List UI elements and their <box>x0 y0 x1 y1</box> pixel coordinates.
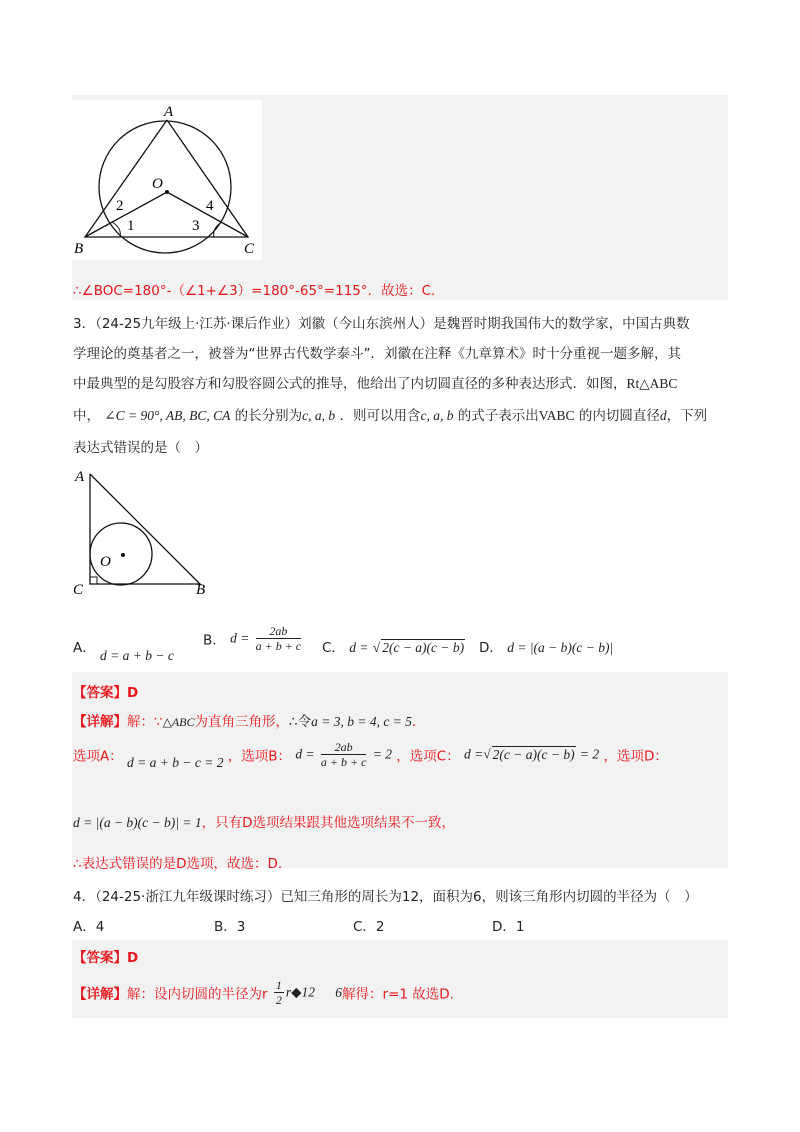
q3-line4 <box>73 404 707 424</box>
q3-option-a[interactable] <box>73 636 174 663</box>
q3-optB-rhs: = 2 <box>372 746 392 762</box>
q3-option-d-expr: d = |(a − b)(c − b)| <box>507 640 614 655</box>
circle-triangle-figure <box>72 100 262 260</box>
q3-option-b-num: 2ab <box>256 624 302 639</box>
q4-detail-b: r◆12 <box>285 984 315 1000</box>
q3-option-c[interactable] <box>322 636 465 656</box>
q3-conclusion: ∴表达式错误的是D选项，故选：D. <box>73 856 283 872</box>
q3-l4-d: c, a, b <box>302 408 336 423</box>
q3-option-c-lhs: d = <box>349 640 369 655</box>
q3-detail-1f: . <box>411 714 417 730</box>
prev-conclusion: ∴∠BOC=180°-（∠1+∠3）=180°-65°=115°．故选：C. <box>73 283 436 299</box>
q3-line3-math: Rt△ABC <box>626 376 678 391</box>
q3-optC-lhs: d = <box>464 746 484 762</box>
q3-l4-e: ．则可以用含 <box>339 408 421 424</box>
q3-detail-1a: 解：∵ <box>127 714 163 730</box>
q3-option-b[interactable] <box>203 624 303 653</box>
q4-detail-num: 1 <box>275 978 282 992</box>
q3-option-b-frac <box>256 624 302 653</box>
q3-line1: 3．（24-25九年级上·江苏·课后作业）刘徽（今山东滨州人）是魏晋时期我国伟大的数学家，中国古典数 <box>73 316 690 332</box>
q3-optC-rhs: = 2 <box>579 746 600 762</box>
q4-option-b[interactable]: B．3 <box>214 919 246 935</box>
q4-option-a[interactable]: A．4 <box>73 919 105 935</box>
q3-optD-label: ，选项D： <box>603 748 668 765</box>
q3-l4-f: c, a, b <box>420 408 454 423</box>
label-A: A <box>75 469 85 485</box>
q3-optA-expr: d = a + b − c = 2 <box>127 754 224 770</box>
q3-answer: 【答案】D <box>73 685 139 701</box>
q3-optC-rad: 2(c − a)(c − b) <box>492 747 575 762</box>
label-B: B <box>74 241 84 257</box>
label-C: C <box>73 582 84 598</box>
q4-option-c[interactable]: C．2 <box>353 919 385 935</box>
q3-option-b-den: a + b + c <box>255 639 302 653</box>
q3-optB-label: ，选项B： <box>227 748 292 765</box>
q3-detail-3 <box>73 811 455 831</box>
q3-l4-j: d <box>659 408 667 423</box>
q3-line5: 表达式错误的是（ ） <box>73 440 208 456</box>
label-C: C <box>244 241 255 257</box>
q3-option-c-label: C． <box>322 640 345 656</box>
q4-answer: 【答案】D <box>73 950 139 966</box>
q3-detail-1c: ∴ <box>289 714 298 730</box>
angle-label-1: 1 <box>127 218 135 234</box>
q4-detail <box>73 978 454 1007</box>
q3-option-d-label: D． <box>479 640 503 656</box>
angle-label-3: 3 <box>192 218 200 234</box>
q3-l4-h: VABC <box>538 408 575 423</box>
label-B: B <box>196 582 206 598</box>
q3-detail-1m: △ABC <box>162 715 195 729</box>
q4-detail-c: 6 <box>335 984 343 1000</box>
q3-detail-1d: 令 <box>297 714 312 730</box>
q3-detail-label: 【详解】 <box>73 714 127 730</box>
q3-line3-text: 中最典型的是勾股容方和勾股容圆公式的推导，他给出了内切圆直径的多种表达形式．如图， <box>73 376 627 392</box>
q3-option-b-lhs: d = <box>230 630 250 646</box>
sqrt-symbol: √ <box>372 640 381 655</box>
q3-option-d[interactable] <box>479 636 613 656</box>
sqrt-symbol: √ <box>483 746 491 762</box>
q4-option-d[interactable]: D．1 <box>492 919 525 935</box>
q3-detail-1e: a = 3, b = 4, c = 5 <box>311 714 412 729</box>
q3-detail-1 <box>73 710 416 730</box>
q4-detail-a: 解：设内切圆的半径为r <box>127 986 268 1003</box>
q3-l4-i: 的内切圆直径 <box>578 408 660 424</box>
q3-line2: 学理论的奠基者之一，被誉为“世界古代数学泰斗”．刘徽在注释《九章算术》时十分重视一题多解，其 <box>73 346 681 362</box>
q3-detail-2 <box>73 740 668 769</box>
label-A: A <box>164 104 174 120</box>
q3-optD-note: ，只有D选项结果跟其他选项结果不一致， <box>201 815 455 831</box>
q3-option-b-label: B． <box>203 632 226 649</box>
q4-stem: 4．（24-25·浙江九年级课时练习）已知三角形的周长为12，面积为6，则该三角形内切圆的半径为（ ） <box>73 889 698 905</box>
q3-option-a-expr: d = a + b − c <box>100 648 174 663</box>
q3-optB-num: 2ab <box>321 740 367 755</box>
q3-detail-1b: 为直角三角形， <box>194 714 289 730</box>
q3-l4-a: 中， <box>73 408 100 424</box>
angle-label-4: 4 <box>206 198 214 214</box>
q3-option-a-label: A． <box>73 640 96 656</box>
angle-label-2: 2 <box>116 198 124 214</box>
q3-optC-label: ，选项C： <box>396 748 460 765</box>
q4-detail-frac <box>274 978 284 1007</box>
q3-optA-label: 选项A： <box>73 748 123 765</box>
q4-detail-label: 【详解】 <box>73 986 127 1003</box>
q3-optD-expr: d = |(a − b)(c − b)| = 1 <box>73 815 202 830</box>
q3-l4-k: ，下列 <box>666 408 708 424</box>
q3-line3 <box>73 372 677 392</box>
label-O: O <box>100 554 111 570</box>
q3-optB-frac <box>321 740 367 769</box>
q4-detail-den: 2 <box>275 993 282 1007</box>
q3-answer-band <box>72 672 728 868</box>
q3-optB-den: a + b + c <box>320 755 367 769</box>
q3-l4-c: 的长分别为 <box>234 408 303 424</box>
q3-l4-g: 的式子表示出 <box>457 408 539 424</box>
q3-l4-b: ∠C = 90°, AB, BC, CA <box>104 408 231 423</box>
q4-detail-d: 解得：r=1 故选D. <box>342 986 454 1003</box>
label-O: O <box>152 176 163 192</box>
right-triangle-figure <box>72 466 222 601</box>
q3-optB-lhs: d = <box>295 746 315 762</box>
q3-option-c-rad: 2(c − a)(c − b) <box>382 640 465 655</box>
